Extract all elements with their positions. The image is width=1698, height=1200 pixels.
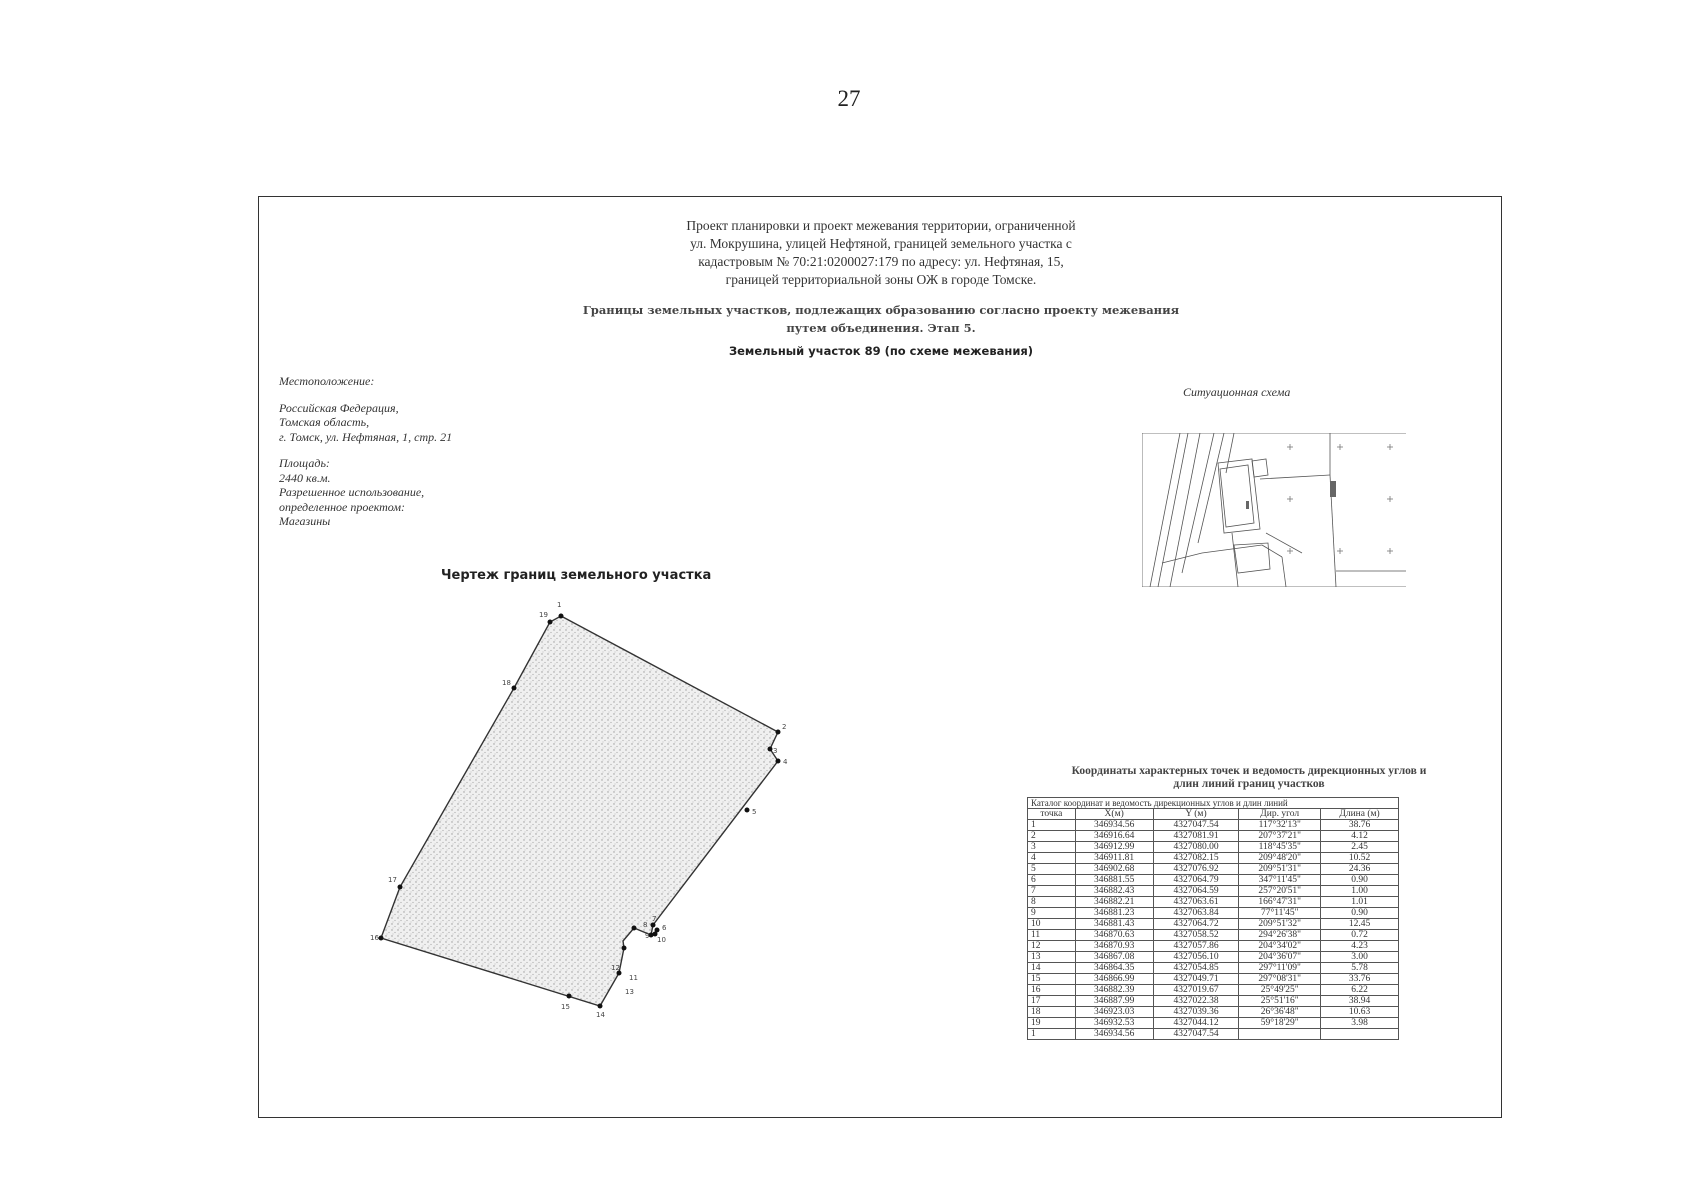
table-cell: 13 <box>1028 952 1076 963</box>
table-cell: 38.94 <box>1321 996 1399 1007</box>
table-cell: 346932.53 <box>1075 1018 1153 1029</box>
point-label: 19 <box>539 611 548 619</box>
table-cell: 16 <box>1028 985 1076 996</box>
point-label: 17 <box>388 876 397 884</box>
table-cell: 2.45 <box>1321 842 1399 853</box>
table-cell: 24.36 <box>1321 864 1399 875</box>
table-cell: 3.98 <box>1321 1018 1399 1029</box>
table-cell: 38.76 <box>1321 820 1399 831</box>
point-label: 5 <box>752 808 757 816</box>
point-label: 1 <box>557 601 562 609</box>
table-cell: 59°18'29" <box>1239 1018 1321 1029</box>
table-cell: 346911.81 <box>1075 853 1153 864</box>
table-cell: 257°20'51" <box>1239 886 1321 897</box>
table-cell <box>1321 1029 1399 1040</box>
table-row <box>1028 875 1399 886</box>
table-cell: 4327039.36 <box>1153 1007 1239 1018</box>
sheet-subtitle-line: Границы земельных участков, подлежащих образованию согласно проекту межевания <box>582 303 1180 317</box>
table-cell: 10.63 <box>1321 1007 1399 1018</box>
point-label: 10 <box>657 936 666 944</box>
coordinates-caption-line: длин линий границ участков <box>1173 778 1325 790</box>
point-label: 13 <box>625 988 634 996</box>
table-cell: 207°37'21" <box>1239 831 1321 842</box>
table-cell: 4327081.91 <box>1153 831 1239 842</box>
point-label: 6 <box>662 924 667 932</box>
sheet-subtitle-line: путем объединения. Этап 5. <box>786 321 976 335</box>
permitted-use-label: Разрешенное использование, <box>279 485 425 499</box>
table-cell: 12 <box>1028 941 1076 952</box>
table-cell: 294°26'38" <box>1239 930 1321 941</box>
permitted-use-value: Магазины <box>279 514 331 528</box>
table-cell: 346916.64 <box>1075 831 1153 842</box>
table-cell: 8 <box>1028 897 1076 908</box>
point-label: 16 <box>370 934 379 942</box>
point-label: 9 <box>645 932 650 940</box>
table-cell: 18 <box>1028 1007 1076 1018</box>
table-cell: 346866.99 <box>1075 974 1153 985</box>
point-label: 11 <box>629 974 638 982</box>
table-cell: 0.72 <box>1321 930 1399 941</box>
table-cell: 346882.43 <box>1075 886 1153 897</box>
table-cell: 209°51'31" <box>1239 864 1321 875</box>
table-cell: 4327044.12 <box>1153 1018 1239 1029</box>
table-row <box>1028 908 1399 919</box>
area-value: 2440 кв.м. <box>279 470 331 485</box>
table-cell: 346902.68 <box>1075 864 1153 875</box>
table-cell: 2 <box>1028 831 1076 842</box>
table-cell: 4327054.85 <box>1153 963 1239 974</box>
table-cell: 77°11'45" <box>1239 908 1321 919</box>
table-cell: 12.45 <box>1321 919 1399 930</box>
column-header: Дир. угол <box>1239 809 1321 820</box>
column-header: Y (м) <box>1153 809 1239 820</box>
table-cell: 4.12 <box>1321 831 1399 842</box>
table-row <box>1028 820 1399 831</box>
table-cell: 17 <box>1028 996 1076 1007</box>
table-cell: 4327049.71 <box>1153 974 1239 985</box>
table-cell: 346923.03 <box>1075 1007 1153 1018</box>
table-row <box>1028 886 1399 897</box>
drawing-frame <box>258 196 1502 1118</box>
table-cell: 1.00 <box>1321 886 1399 897</box>
table-row <box>1028 897 1399 908</box>
table-cell: 117°32'13" <box>1239 820 1321 831</box>
plot-title: Земельный участок 89 (по схеме межевания) <box>728 344 1034 358</box>
column-header: Длина (м) <box>1321 809 1399 820</box>
table-cell: 4327064.79 <box>1153 875 1239 886</box>
table-cell <box>1239 1029 1321 1040</box>
page-number: 27 <box>837 86 861 111</box>
table-cell: 4327064.59 <box>1153 886 1239 897</box>
table-caption: Каталог координат и ведомость дирекционных углов и длин линий <box>1028 798 1399 809</box>
table-cell: 6 <box>1028 875 1076 886</box>
table-cell: 0.90 <box>1321 875 1399 886</box>
table-cell: 7 <box>1028 886 1076 897</box>
table-cell: 1 <box>1028 1029 1076 1040</box>
table-row <box>1028 853 1399 864</box>
point-label: 4 <box>783 758 788 766</box>
table-cell: 3.00 <box>1321 952 1399 963</box>
plot-boundary-drawing <box>259 197 1019 1097</box>
table-cell: 118°45'35" <box>1239 842 1321 853</box>
coordinates-table <box>1027 797 1399 1040</box>
table-cell: 14 <box>1028 963 1076 974</box>
point-label: 14 <box>596 1011 605 1019</box>
table-cell: 5 <box>1028 864 1076 875</box>
table-row <box>1028 919 1399 930</box>
table-cell: 346934.56 <box>1075 820 1153 831</box>
table-cell: 209°48'20" <box>1239 853 1321 864</box>
project-title-line: Проект планировки и проект межевания территории, ограниченной <box>686 218 1076 233</box>
table-row <box>1028 1029 1399 1040</box>
point-label: 15 <box>561 1003 570 1011</box>
table-row <box>1028 1007 1399 1018</box>
table-cell: 209°51'32" <box>1239 919 1321 930</box>
area-label: Площадь: <box>279 456 330 470</box>
column-header: X(м) <box>1075 809 1153 820</box>
table-cell: 4327056.10 <box>1153 952 1239 963</box>
permitted-use-label: определенное проектом: <box>279 499 406 514</box>
table-cell: 11 <box>1028 930 1076 941</box>
table-cell: 346912.99 <box>1075 842 1153 853</box>
address-line: Томская область, <box>279 415 370 429</box>
point-label: 12 <box>611 964 620 972</box>
coordinates-caption <box>1049 765 1449 791</box>
table-cell: 4327080.00 <box>1153 842 1239 853</box>
table-cell: 346882.21 <box>1075 897 1153 908</box>
situation-scheme-map <box>1142 433 1406 587</box>
table-cell: 4327063.61 <box>1153 897 1239 908</box>
table-cell: 346867.08 <box>1075 952 1153 963</box>
table-cell: 204°36'07" <box>1239 952 1321 963</box>
table-cell: 25°49'25" <box>1239 985 1321 996</box>
point-label: 2 <box>782 723 787 731</box>
table-cell: 5.78 <box>1321 963 1399 974</box>
table-cell: 4327057.86 <box>1153 941 1239 952</box>
table-cell: 4327022.38 <box>1153 996 1239 1007</box>
table-cell: 346881.55 <box>1075 875 1153 886</box>
table-cell: 166°47'31" <box>1239 897 1321 908</box>
point-label: 8 <box>643 921 648 929</box>
table-cell: 15 <box>1028 974 1076 985</box>
point-label: 3 <box>773 747 778 755</box>
table-cell: 346934.56 <box>1075 1029 1153 1040</box>
table-cell: 4327076.92 <box>1153 864 1239 875</box>
table-row <box>1028 963 1399 974</box>
land-plot-polygon <box>381 616 778 1006</box>
table-cell: 346881.23 <box>1075 908 1153 919</box>
table-cell: 346881.43 <box>1075 919 1153 930</box>
table-cell: 1.01 <box>1321 897 1399 908</box>
table-row <box>1028 842 1399 853</box>
point-label: 18 <box>502 679 511 687</box>
table-cell: 0.90 <box>1321 908 1399 919</box>
address-line: Российская Федерация, <box>279 400 399 415</box>
project-title-line: границей территориальной зоны ОЖ в городе Томске. <box>725 272 1037 287</box>
table-cell: 10.52 <box>1321 853 1399 864</box>
table-row <box>1028 996 1399 1007</box>
coordinates-table-body <box>1028 820 1399 1040</box>
table-cell: 346864.35 <box>1075 963 1153 974</box>
location-label: Местоположение: <box>279 374 375 388</box>
table-cell: 347°11'45" <box>1239 875 1321 886</box>
table-cell: 297°08'31" <box>1239 974 1321 985</box>
table-cell: 10 <box>1028 919 1076 930</box>
table-row <box>1028 831 1399 842</box>
table-cell: 9 <box>1028 908 1076 919</box>
address-line: г. Томск, ул. Нефтяная, 1, стр. 21 <box>279 429 453 444</box>
table-cell: 4 <box>1028 853 1076 864</box>
table-cell: 4327047.54 <box>1153 1029 1239 1040</box>
project-title-line: ул. Мокрушина, улицей Нефтяной, границей земельного участка с <box>690 236 1072 251</box>
table-header-row <box>1028 809 1399 820</box>
table-row <box>1028 864 1399 875</box>
table-cell: 1 <box>1028 820 1076 831</box>
table-cell: 6.22 <box>1321 985 1399 996</box>
table-row <box>1028 952 1399 963</box>
table-cell: 33.76 <box>1321 974 1399 985</box>
table-cell: 346882.39 <box>1075 985 1153 996</box>
table-cell: 204°34'02" <box>1239 941 1321 952</box>
table-row <box>1028 930 1399 941</box>
column-header: точка <box>1028 809 1076 820</box>
situation-scheme-caption: Ситуационная схема <box>1183 385 1291 399</box>
table-cell: 4327058.52 <box>1153 930 1239 941</box>
table-cell: 4327082.15 <box>1153 853 1239 864</box>
table-cell: 346870.63 <box>1075 930 1153 941</box>
table-cell: 4327064.72 <box>1153 919 1239 930</box>
table-cell: 346870.93 <box>1075 941 1153 952</box>
project-title-line: кадастровым № 70:21:0200027:179 по адресу: ул. Нефтяная, 15, <box>698 254 1064 269</box>
table-cell: 4327047.54 <box>1153 820 1239 831</box>
table-row <box>1028 985 1399 996</box>
table-cell: 4327063.84 <box>1153 908 1239 919</box>
table-cell: 4.23 <box>1321 941 1399 952</box>
table-cell: 346887.99 <box>1075 996 1153 1007</box>
table-cell: 25°51'16" <box>1239 996 1321 1007</box>
table-row <box>1028 1018 1399 1029</box>
table-cell: 3 <box>1028 842 1076 853</box>
table-row <box>1028 941 1399 952</box>
table-cell: 4327019.67 <box>1153 985 1239 996</box>
coordinates-caption-line: Координаты характерных точек и ведомость дирекционных углов и <box>1071 765 1427 777</box>
table-cell: 297°11'09" <box>1239 963 1321 974</box>
drawing-title: Чертеж границ земельного участка <box>441 568 712 583</box>
table-cell: 19 <box>1028 1018 1076 1029</box>
table-row <box>1028 974 1399 985</box>
point-label: 7 <box>652 915 657 923</box>
table-cell: 26°36'48" <box>1239 1007 1321 1018</box>
